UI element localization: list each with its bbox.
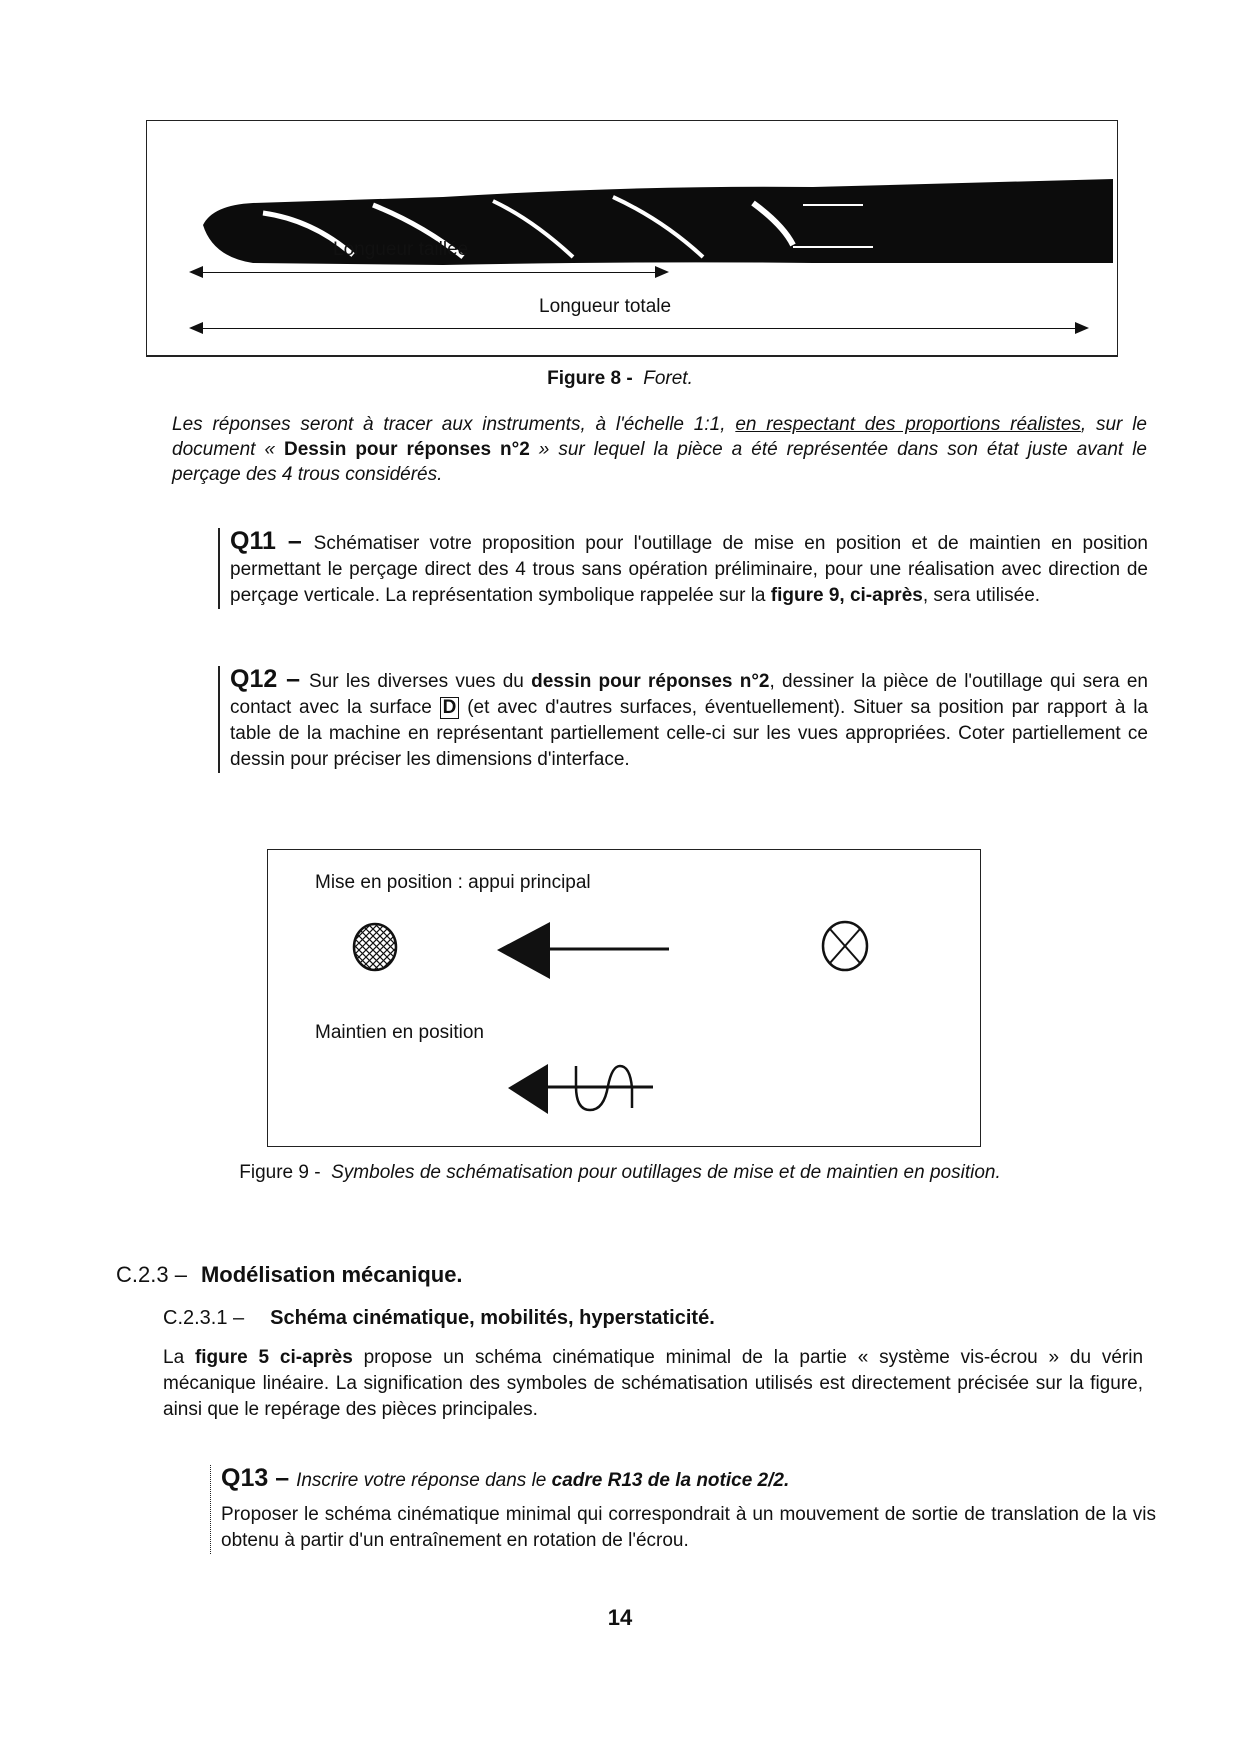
figure-9-number: Figure 9 - [239,1162,321,1183]
cut-length-dimension-line [197,272,657,273]
page-number: 14 [607,1605,633,1630]
figure-8-title: Foret. [643,368,693,389]
surface-d-label: D [440,697,460,719]
section-heading [116,1262,463,1288]
question-text: , sera utilisée. [922,585,1041,606]
question-q11 [218,528,1148,609]
intro-text: » sur lequel la pièce a été représentée dans son état juste avant le perçage des 4 trous considérés. [172,439,1147,485]
intro-doc-name: Dessin pour réponses n°2 [284,439,530,460]
figure-9-frame [267,849,981,1147]
question-q13 [210,1465,1156,1554]
drill-bit-image [193,165,1113,271]
total-length-label: Longueur totale [539,296,672,317]
figure-reference: figure 9, ci-après [770,585,923,606]
question-text: , dessiner la pièce de l'outillage qui sera en contact avec la surface [230,671,1149,718]
question-dash: – [277,665,309,693]
cut-length-label: Longueur taillée [333,239,469,260]
question-number: Q12 [230,665,278,693]
paragraph-text: La [163,1347,195,1368]
figure-reference: figure 5 ci-après [194,1347,353,1368]
question-number: Q11 [230,527,276,555]
kinematic-paragraph [163,1345,1143,1423]
figure-8-caption [0,368,1240,390]
figure-9-caption [0,1162,1240,1184]
question-text: (et avec d'autres surfaces, éventuellement). Situer sa position par rapport à la table de la machine en représentant partiellement celle-ci sur les vues appropriées. Coter partiellement ce dessin pour préciser les dimensions d'interface. [230,697,1148,770]
total-length-dimension-line [197,328,1077,329]
question-text: Schématiser votre proposition pour l'outillage de mise en position et de maintien en position permettant le perçage direct des 4 trous sans opération préliminaire, pour une réalisation avec direction de perçage verticale. La représentation symbolique rappelée sur la [230,533,1148,606]
arrow-right-icon [1075,322,1089,334]
figure-9-title: Symboles de schématisation pour outillages de mise et de maintien en position. [331,1162,1001,1183]
intro-text: Les réponses seront à tracer aux instruments, à l'échelle 1:1, [172,414,736,435]
figure-8-number: Figure 8 - [547,368,633,389]
clamping-arrow-icon [508,1058,658,1118]
intro-underlined: en respectant des proportions réalistes [735,414,1081,435]
intro-paragraph [172,412,1147,487]
question-dash: – [275,527,314,555]
crossed-circle-icon [821,920,869,972]
intro-text: , sur le document « [172,414,1147,460]
section-number: C.2.3 – [116,1262,187,1287]
figure-8-frame [146,120,1118,357]
question-instruction: Inscrire votre réponse dans le [296,1470,552,1491]
subsection-title: Schéma cinématique, mobilités, hyperstaticité. [270,1307,715,1329]
subsection-number: C.2.3.1 – [163,1307,245,1329]
arrow-right-icon [655,266,669,278]
question-dash: – [268,1464,297,1492]
question-text: Proposer le schéma cinématique minimal qui correspondrait à un mouvement de sortie de translation de la vis obtenu à partir d'un entraînement en rotation de l'écrou. [221,1504,1156,1551]
question-text: Sur les diverses vues du [309,671,532,692]
question-q12 [218,666,1148,773]
filled-arrow-left-icon [497,922,672,980]
drawing-reference: dessin pour réponses n°2 [531,671,770,692]
answer-frame-reference: cadre R13 de la notice 2/2. [551,1470,790,1491]
paragraph-text: propose un schéma cinématique minimal de la partie « système vis-écrou » du vérin mécanique linéaire. La signification des symboles de schématisation utilisés est directement précisée sur la figure, ainsi que le repérage des pièces principales. [163,1347,1144,1420]
section-title: Modélisation mécanique. [200,1262,463,1287]
question-number: Q13 [221,1464,269,1492]
subsection-heading [163,1307,715,1330]
clamping-label: Maintien en position [315,1022,484,1043]
hatched-circle-icon [352,922,398,972]
positioning-label: Mise en position : appui principal [315,872,591,893]
q13-header [221,1465,1156,1494]
